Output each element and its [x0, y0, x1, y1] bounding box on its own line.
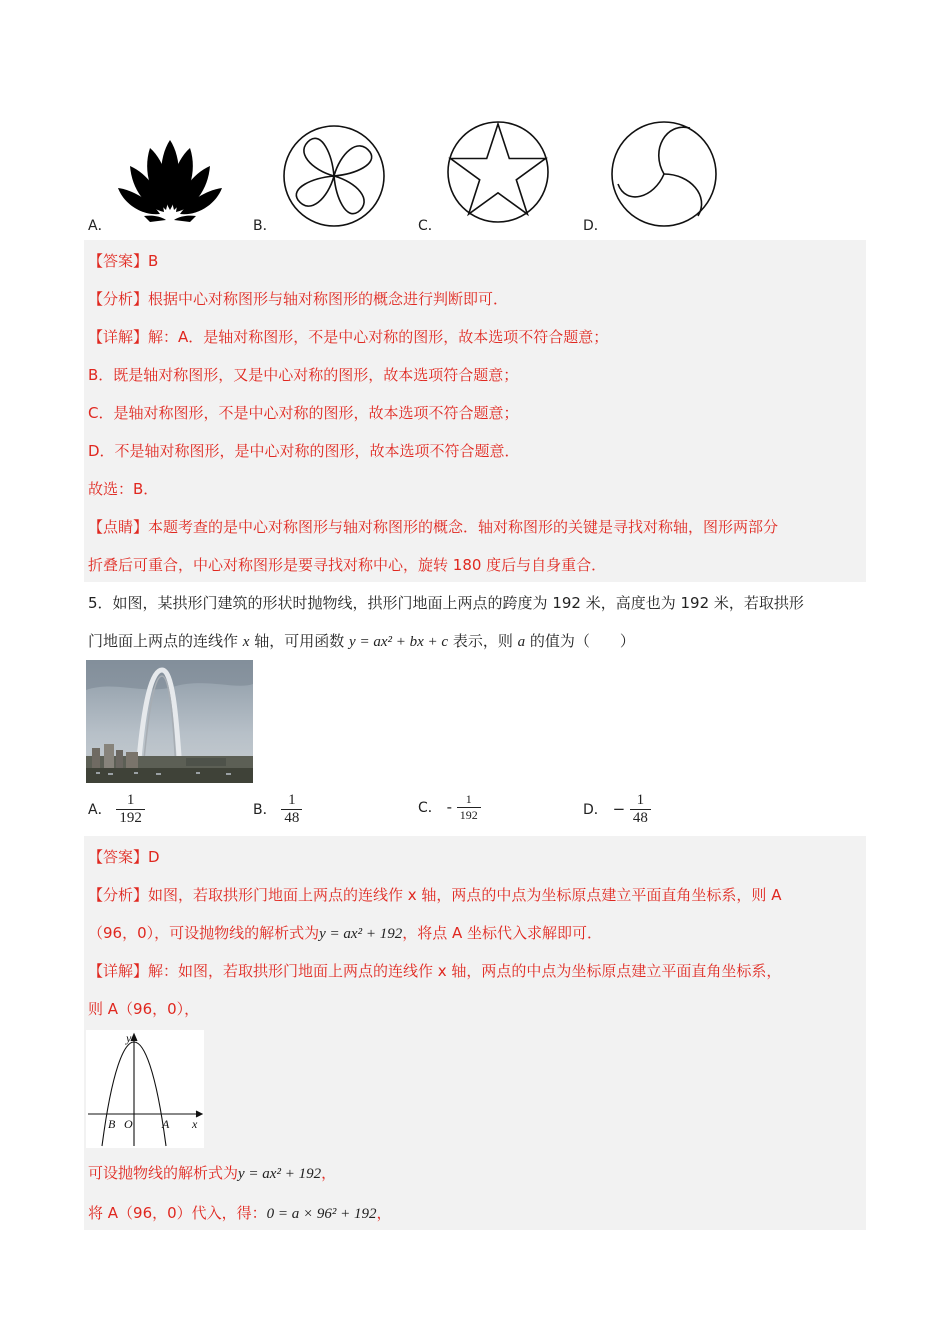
q5-option-d-den: 48 — [632, 810, 648, 826]
q5-detail-equation-2: 0 = a × 96² + 192 — [266, 1206, 377, 1222]
q5-option-a — [88, 792, 145, 827]
q4-option-a-label: A． — [88, 218, 112, 234]
q4-analysis-text: 根据中心对称图形与轴对称图形的概念进行判断即可． — [148, 290, 509, 308]
q5-option-b-label: B． — [253, 802, 277, 818]
q5-stem-var-x: x — [242, 634, 250, 650]
q5-analysis-text: （96，0），可设抛物线的解析式为 — [88, 924, 320, 942]
q4-detail-tag: 【详解】 — [88, 328, 149, 346]
q5-stem-line-2 — [88, 630, 635, 651]
graph-origin-label: O — [124, 1117, 133, 1131]
q5-option-c-fraction — [457, 792, 481, 823]
q5-detail-punct-4: ， — [376, 1204, 392, 1222]
q4-option-d-label: D． — [583, 218, 608, 234]
q5-option-d-sign: − — [612, 800, 626, 818]
q5-detail-line-1: 解：如图，若取拱形门地面上两点的连线作 x 轴，两点的中点为坐标原点建立平面直角坐标系， — [148, 962, 782, 980]
q5-stem-text-2: 轴，可用函数 — [254, 632, 345, 650]
q4-comment-line-1: 本题考查的是中心对称图形与轴对称图形的概念．轴对称图形的关键是寻找对称轴，图形两部分 — [148, 518, 779, 536]
q5-option-b-num: 1 — [281, 792, 302, 810]
q5-detail-tag: 【详解】 — [88, 962, 149, 980]
q5-analysis-text-2: ，将点 A 坐标代入求解即可． — [402, 924, 603, 942]
q4-analysis-tag: 【分析】 — [88, 290, 149, 308]
q5-detail-text-4: 将 A（96，0）代入，得： — [88, 1204, 267, 1222]
q5-option-b-den: 48 — [284, 810, 300, 826]
q4-detail-line-1: 解：A．是轴对称图形，不是中心对称的图形，故本选项不符合题意； — [148, 328, 609, 346]
q5-option-a-num: 1 — [116, 792, 145, 810]
parabola-graph — [86, 1030, 204, 1148]
q5-analysis — [88, 884, 781, 905]
q5-detail-line-4 — [88, 1202, 392, 1223]
q5-stem-var-a: a — [517, 634, 526, 650]
graph-x-label: x — [192, 1117, 198, 1131]
q4-figure-c — [446, 120, 550, 224]
q5-option-a-fraction — [116, 792, 145, 827]
q4-detail-line-2: B．既是轴对称图形，又是中心对称的图形，故本选项符合题意； — [88, 366, 519, 384]
q4-analysis — [88, 288, 508, 309]
q5-stem-function: y = ax² + bx + c — [349, 634, 449, 650]
q5-option-c-sign: - — [446, 798, 452, 816]
q5-option-c-den: 192 — [459, 808, 478, 822]
q5-option-d-label: D． — [583, 802, 608, 818]
q5-detail-equation-1: y = ax² + 192 — [238, 1166, 322, 1182]
graph-point-a-label: A — [162, 1117, 170, 1131]
q5-detail-line-2: 则 A（96，0）， — [88, 1000, 200, 1018]
q4-figure-a — [116, 138, 224, 224]
q5-option-a-den: 192 — [119, 810, 142, 826]
q5-detail-text-3: 可设抛物线的解析式为 — [88, 1164, 239, 1182]
q5-option-d — [583, 792, 651, 827]
q4-detail — [88, 326, 608, 347]
q4-detail-line-3: C．是轴对称图形，不是中心对称的图形，故本选项不符合题意； — [88, 404, 519, 422]
graph-y-label: y — [126, 1031, 132, 1045]
q4-answer: 【答案】B — [88, 252, 159, 270]
q5-option-c-label: C． — [418, 800, 442, 816]
q5-stem-text-4: 的值为（ ） — [529, 632, 635, 650]
q5-option-b-fraction — [281, 792, 302, 827]
q5-detail-punct-3: ， — [321, 1164, 337, 1182]
q4-figure-b — [282, 124, 386, 228]
q5-option-d-num: 1 — [630, 792, 651, 810]
q4-comment — [88, 516, 778, 537]
q5-option-b — [253, 792, 302, 827]
q5-option-c-num: 1 — [457, 792, 481, 808]
q4-figure-d — [610, 120, 718, 228]
q4-comment-tag: 【点睛】 — [88, 518, 149, 536]
q5-stem-line-1: 5．如图，某拱形门建筑的形状时抛物线，拱形门地面上两点的跨度为 192 米，高度也为 192 米，若取拱形 — [88, 594, 804, 612]
q5-analysis-line-1: 如图，若取拱形门地面上两点的连线作 x 轴，两点的中点为坐标原点建立平面直角坐标系，则 A — [148, 886, 782, 904]
q5-option-c — [418, 792, 481, 823]
q5-analysis-tag: 【分析】 — [88, 886, 149, 904]
arch-photo — [86, 660, 253, 783]
graph-point-b-label: B — [108, 1117, 116, 1131]
q5-analysis-line-2 — [88, 922, 602, 943]
q4-detail-line-4: D．不是轴对称图形，是中心对称的图形，故本选项不符合题意． — [88, 442, 520, 460]
q5-stem-text-3: 表示，则 — [452, 632, 513, 650]
q5-analysis-equation: y = ax² + 192 — [319, 926, 403, 942]
q5-stem-text: 门地面上两点的连线作 — [88, 632, 239, 650]
q4-choice: 故选：B． — [88, 480, 159, 498]
q5-option-a-label: A． — [88, 802, 112, 818]
q5-option-d-fraction — [630, 792, 651, 827]
q4-comment-line-2: 折叠后可重合，中心对称图形是要寻找对称中心，旋转 180 度后与自身重合． — [88, 556, 607, 574]
q5-detail-line-3 — [88, 1162, 336, 1183]
q4-option-c-label: C． — [418, 218, 442, 234]
q5-answer: 【答案】D — [88, 848, 160, 866]
q5-detail — [88, 960, 781, 981]
q4-option-b-label: B． — [253, 218, 277, 234]
